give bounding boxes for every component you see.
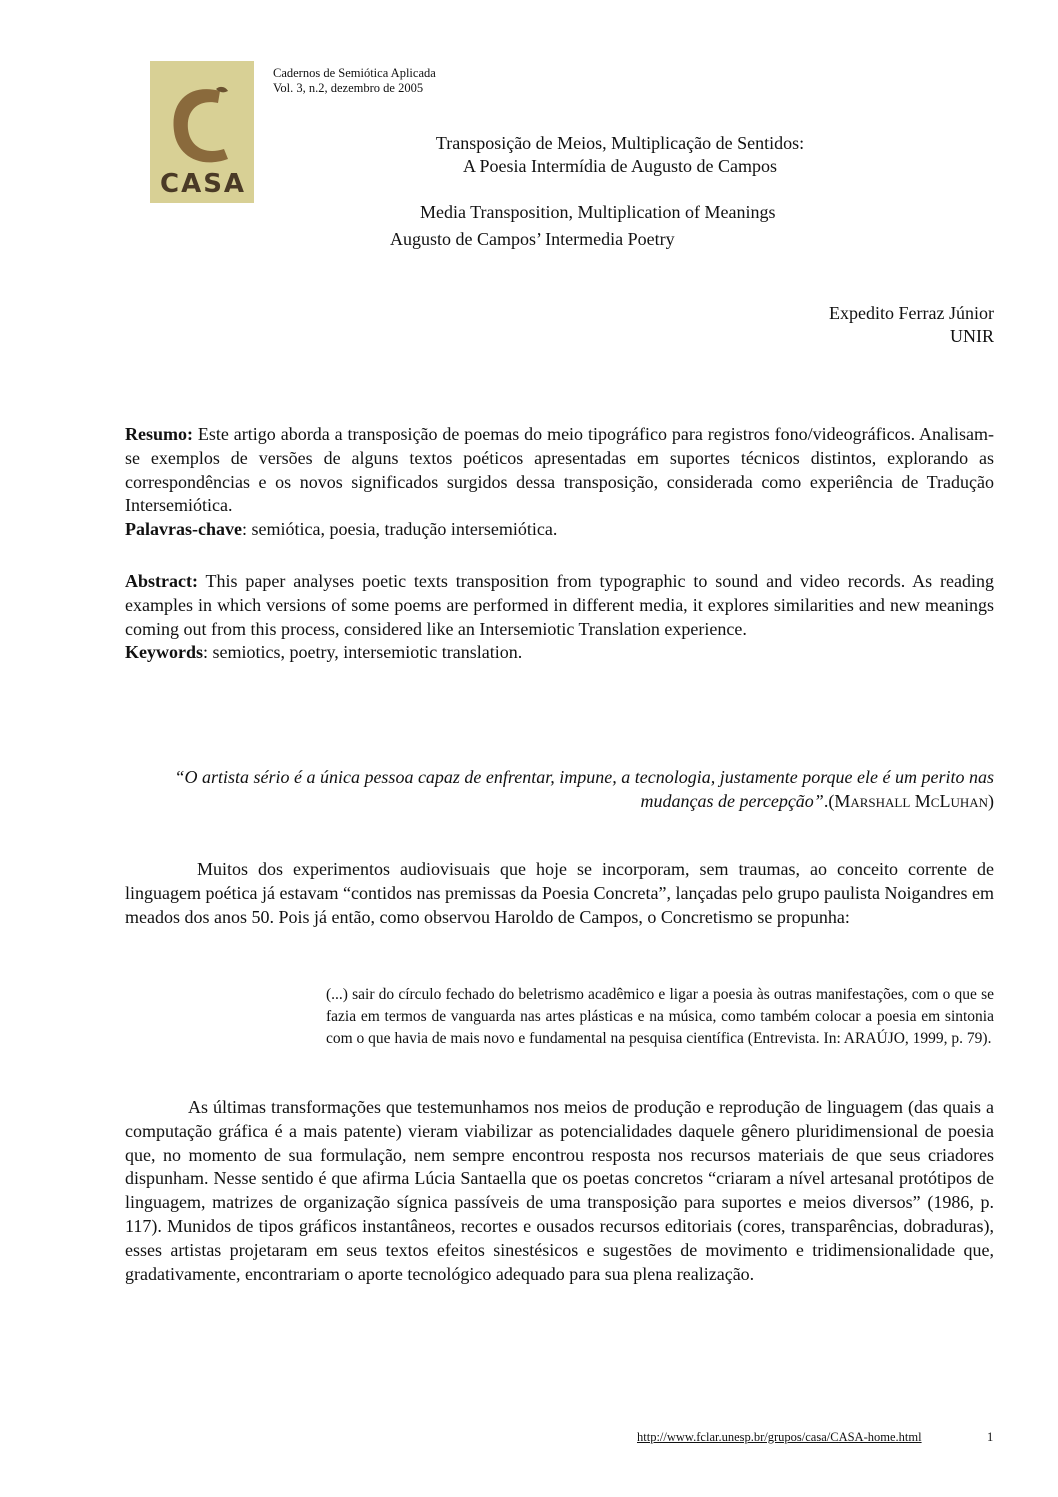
epigraph bbox=[125, 766, 994, 814]
author-block bbox=[829, 302, 994, 348]
body-paragraph-1 bbox=[125, 858, 994, 929]
journal-info bbox=[273, 66, 436, 96]
resumo-keywords bbox=[125, 518, 994, 542]
resumo-keywords-label: Palavras-chave bbox=[125, 519, 242, 540]
resumo-section bbox=[125, 423, 994, 542]
epigraph-quote: “O artista sério é a única pessoa capaz de enfrentar, impune, a tecnologia, justamente porque ele é um perito nas mudanças de percepção” bbox=[174, 767, 994, 811]
abstract-keywords bbox=[125, 641, 994, 665]
journal-name: Cadernos de Semiótica Aplicada bbox=[273, 66, 436, 80]
abstract-label: Abstract: bbox=[125, 571, 198, 591]
casa-logo bbox=[150, 61, 254, 203]
title-pt-line1: Transposição de Meios, Multiplicação de Sentidos: bbox=[435, 133, 805, 153]
resumo-paragraph bbox=[125, 423, 994, 518]
resumo-label: Resumo: bbox=[125, 424, 193, 444]
abstract-keywords-label: Keywords bbox=[125, 642, 203, 663]
block-quote: (...) sair do círculo fechado do beletrismo acadêmico e ligar a poesia às outras manifestações, com o que se fazia em termos de vanguarda nas artes plásticas e na música, como também colocar a poesia em sintonia com o que havia de mais novo e fundamental na pesquisa científica (Entrevista. In: ARAÚJO, 1999, p. 79). bbox=[326, 986, 994, 1047]
abstract-keywords-text: : semiotics, poetry, intersemiotic translation. bbox=[203, 642, 523, 663]
journal-volume: Vol. 3, n.2, dezembro de 2005 bbox=[273, 81, 424, 95]
title-pt-line2: A Poesia Intermídia de Augusto de Campos bbox=[463, 156, 777, 176]
logo-text: CASA bbox=[160, 169, 247, 199]
page-number: 1 bbox=[987, 1430, 994, 1444]
body-paragraph-2 bbox=[125, 1096, 994, 1286]
resumo-keywords-text: : semiótica, poesia, tradução intersemiótica. bbox=[241, 519, 558, 540]
author-affiliation: UNIR bbox=[950, 326, 994, 346]
title-en-line2: Augusto de Campos’ Intermedia Poetry bbox=[390, 229, 675, 249]
resumo-text: Este artigo aborda a transposição de poemas do meio tipográfico para registros fono/videográficos. Analisam-se exemplos de versões de alguns textos poéticos apresentadas em suportes técnicos distintos, explorando as correspondências e os novos significados surgidos dessa transposição, considerada como experiência de Tradução Intersemiótica. bbox=[125, 424, 994, 516]
abstract-paragraph bbox=[125, 570, 994, 641]
epigraph-attribution: .(Marshall McLuhan) bbox=[823, 790, 994, 811]
title-en-line1: Media Transposition, Multiplication of Meanings bbox=[420, 202, 776, 222]
footer-url-link[interactable]: http://www.fclar.unesp.br/grupos/casa/CASA-home.html bbox=[637, 1430, 922, 1444]
paragraph-2-text: As últimas transformações que testemunhamos nos meios de produção e reprodução de linguagem (das quais a computação gráfica é a mais patente) vieram viabilizar as potencialidades daquele gênero pluridimensional de poesia que, no momento de sua formulação, nem sempre encontrou resposta nos recursos materiais de que seus criadores dispunham. Nesse sentido é que afirma Lúcia Santaella que os poetas concretos “criaram a nível artesanal protótipos de linguagem, matrizes de organização sígnica passíveis de uma transposição para suportes e meios diversos” (1986, p. 117). Munidos de tipos gráficos instantâneos, recortes e ousados recursos editoriais (cores, transparências, dobraduras), esses artistas projetaram em seus textos efeitos sinestésicos e sugestões de movimento e tridimensionalidade que, gradativamente, encontrariam o aporte tecnológico adequado para sua plena realização. bbox=[125, 1097, 994, 1284]
title-portuguese bbox=[330, 132, 910, 178]
paragraph-1-text: Muitos dos experimentos audiovisuais que hoje se incorporam, sem traumas, ao conceito corrente de linguagem poética já estavam “contidos nas premissas da Poesia Concreta”, lançadas pelo grupo paulista Noigandres em meados dos anos 50. Pois já então, como observou Haroldo de Campos, o Concretismo se propunha: bbox=[125, 859, 994, 927]
abstract-text: This paper analyses poetic texts transposition from typographic to sound and video records. As reading examples in which versions of some poems are performed in different media, it explores similarities and new meanings coming out from this process, considered like an Intersemiotic Translation experience. bbox=[125, 571, 994, 639]
abstract-section bbox=[125, 570, 994, 665]
author-name: Expedito Ferraz Júnior bbox=[829, 303, 994, 323]
